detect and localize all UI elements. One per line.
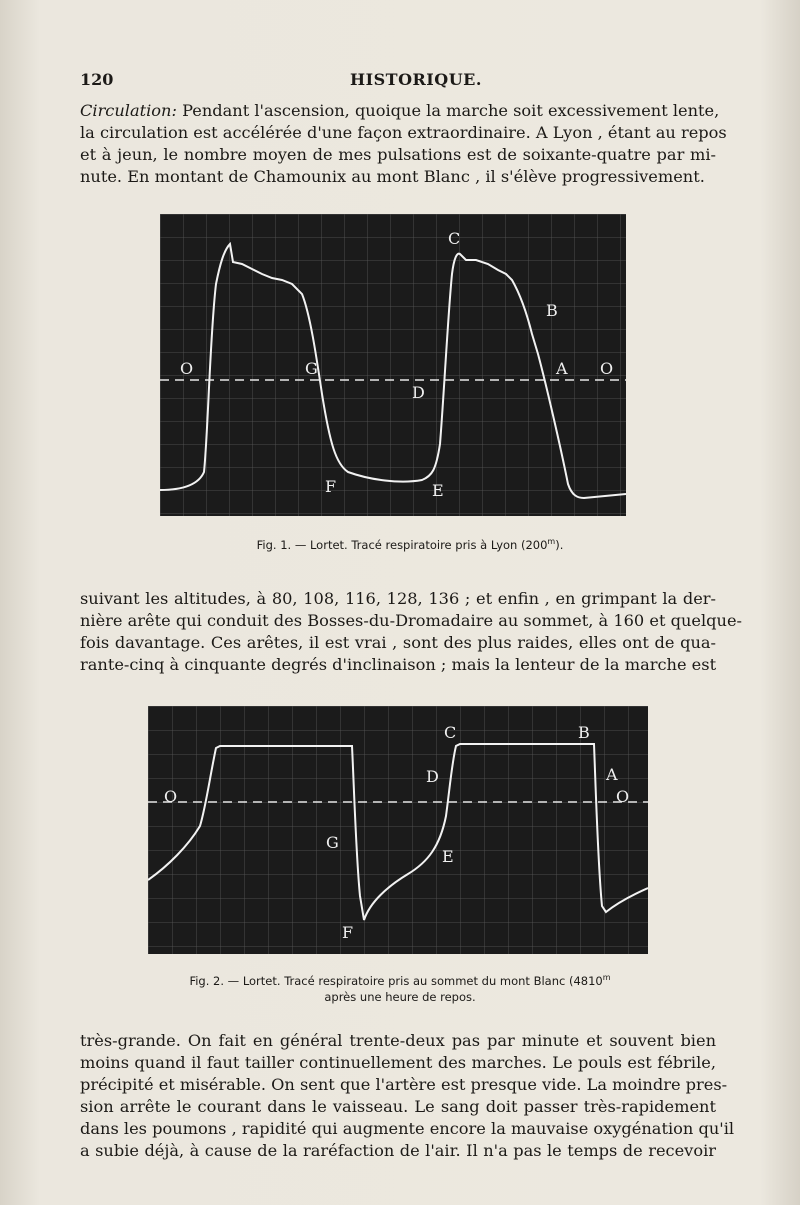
label-c: C <box>444 723 457 742</box>
label-o-left: O <box>180 359 194 378</box>
label-g: G <box>305 359 318 378</box>
text-line: sion arrête le courant dans le vaisseau. Le sang doit passer très-rapidement <box>80 1097 716 1116</box>
label-f: F <box>342 923 354 942</box>
section-lead: Circulation: <box>80 101 177 120</box>
running-title: HISTORIQUE. <box>350 70 482 89</box>
text-line: suivant les altitudes, à 80, 108, 116, 128, 136 ; et enfin , en grimpant la der- <box>80 589 716 608</box>
figure-1-trace <box>160 214 626 516</box>
page-header <box>80 70 715 94</box>
text-line: la circulation est accélérée d'une façon extraordinaire. A Lyon , étant au repos <box>80 123 727 142</box>
figure-2-plot <box>148 706 648 954</box>
label-b: B <box>578 723 590 742</box>
paragraph-altitudes <box>80 588 742 676</box>
label-g: G <box>326 833 339 852</box>
label-d: D <box>426 767 439 786</box>
text-line: et à jeun, le nombre moyen de mes pulsations est de soixante-quatre par mi- <box>80 145 716 164</box>
figure-1-caption: Fig. 1. — Lortet. Tracé respiratoire pris à Lyon (200$^m$). <box>256 537 564 552</box>
text-line: moins quand il faut tailler continuellement des marches. Le pouls est fébrile, <box>80 1053 716 1072</box>
text-line: fois davantage. Ces arêtes, il est vrai , sont des plus raides, elles ont de qua- <box>80 633 716 652</box>
label-o-right: O <box>616 787 630 806</box>
text-line: Circulation: Pendant l'ascension, quoique la marche soit excessivement lente, <box>80 101 720 120</box>
label-e: E <box>442 847 454 866</box>
figure-2-trace <box>148 706 648 954</box>
text-line: a subie déjà, à cause de la raréfaction de l'air. Il n'a pas le temps de recevoir <box>80 1141 716 1160</box>
label-b: B <box>546 301 558 320</box>
text-line: nière arête qui conduit des Bosses-du-Dromadaire au sommet, à 160 et quelque- <box>80 611 742 630</box>
paragraph-circulation <box>80 100 727 188</box>
figure-2-caption: Fig. 2. — Lortet. Tracé respiratoire pris au sommet du mont Blanc (4810$^m$ après une heure de repos. <box>189 973 611 1004</box>
text-line: rante-cinq à cinquante degrés d'inclinaison ; mais la lenteur de la marche est <box>80 655 717 674</box>
label-o-left: O <box>164 787 178 806</box>
text-line: précipité et misérable. On sent que l'artère est presque vide. La moindre pres- <box>80 1075 728 1094</box>
text-line: nute. En montant de Chamounix au mont Blanc , il s'élève progressivement. <box>80 167 705 186</box>
label-a: A <box>606 765 618 784</box>
text-line: très-grande. On fait en général trente-deux pas par minute et souvent bien <box>80 1031 716 1050</box>
figure-1-plot <box>160 214 626 516</box>
label-o-right: O <box>600 359 614 378</box>
text-line: dans les poumons , rapidité qui augmente encore la mauvaise oxygénation qu'il <box>80 1119 735 1138</box>
label-f: F <box>325 477 337 496</box>
label-c: C <box>448 229 461 248</box>
paragraph-pace <box>80 1030 735 1162</box>
label-d: D <box>412 383 425 402</box>
label-e: E <box>432 481 444 500</box>
page-number: 120 <box>80 70 114 89</box>
label-a: A <box>556 359 568 378</box>
